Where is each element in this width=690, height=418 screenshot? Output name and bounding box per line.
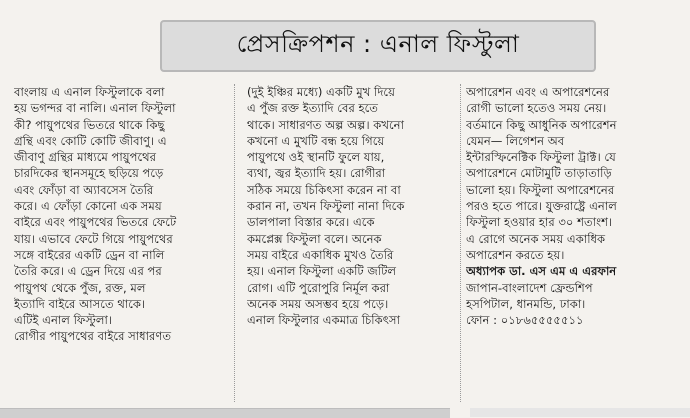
article-text-line: এ রোগে অনেক সময় একাধিক (466, 231, 606, 246)
article-text-line: ইন্টারস্ফিনেক্টিক ফিস্টুলা ট্রাক্ট। যে (466, 150, 616, 165)
article-text-line: এটিই এনাল ফিস্টুলা। (14, 313, 113, 328)
article-text-line: থাকে। সাধারণত অল্প অল্প। কখনো (247, 117, 404, 132)
column-divider (234, 84, 235, 402)
article-text-line: রোগী ভালো হতেও সময় নেয়। (466, 101, 607, 116)
article-text-line: হয়। এনাল ফিস্টুলা একটি জটিল (247, 264, 397, 279)
article-text-line: ভালো হয়। ফিস্টুলা অপারেশনের (466, 182, 615, 197)
article-text-line: পায়ুপথ থেকে পুঁজ, রক্ত, মল (14, 280, 146, 295)
article-text-line: গ্রন্থি এবং কোটি কোটি জীবাণু। এ (14, 133, 167, 148)
article-column-1 (14, 84, 226, 406)
article-text-line: বাইরে এবং পায়ুপথের ভিতরে ফেটে (14, 215, 177, 230)
article-text-line: কখনো এ মুখটি বন্ধ হয়ে গিয়ে (247, 133, 385, 148)
author-phone: ফোন : ০১৮৬৫৫৫৫৫১১ (466, 313, 584, 328)
article-text-line: এনাল ফিস্টুলার একমাত্র চিকিৎসা (247, 313, 400, 328)
article-column-3-body (466, 84, 680, 263)
headline-box (160, 20, 596, 72)
article-text-line: যেমন— লিগেশন অব (466, 133, 565, 148)
article-text-line: ইত্যাদি বাইরে আসতে থাকে। (14, 296, 146, 311)
article-text-line: হয় ভগন্দর বা নালি। এনাল ফিস্টুলা (14, 101, 176, 116)
author-hospital-line-2: হসপিটাল, ধানমন্ডি, ঢাকা। (466, 296, 586, 311)
article-text-line: অপারেশন এবং এ অপারেশনের (466, 85, 610, 99)
column-divider (460, 84, 461, 402)
article-text-line: ব্যথা, জ্বর ইত্যাদি হয়। রোগীরা (247, 166, 386, 181)
cropped-previous-text-strip (0, 0, 690, 10)
article-text-line: (দুই ইঞ্চির মধ্যে) একটি মুখ দিয়ে (247, 85, 395, 99)
article-text-line: বাংলায় এ এনাল ফিস্টুলাকে বলা (14, 85, 165, 99)
article-text-line: কী? পায়ুপথের ভিতরে থাকে কিছু (14, 117, 165, 132)
article-text-line: কমপ্লেক্স ফিস্টুলা বলে। অনেক (247, 231, 382, 246)
article-text-line: তৈরি করে। এ ড্রেন দিয়ে এর পর (14, 264, 162, 279)
article-column-3 (466, 84, 680, 406)
article-text-line: ডালপালা বিস্তার করে। একে (247, 215, 375, 230)
article-text-line: ফিস্টুলা হওয়ার হার ৩০ শতাংশ। (466, 215, 613, 230)
article-text-line: করান না, তখন ফিস্টুলা নানা দিকে (247, 199, 405, 214)
article-text-line: করে। এ ফোঁড়া কোনো এক সময় (14, 199, 162, 214)
article-text-line: যায়। এভাবে ফেটে গিয়ে পায়ুপথের (14, 231, 173, 246)
author-name: অধ্যাপক ডা. এস এম এ এরফান (466, 264, 617, 279)
article-text-line: অপারেশন করতে হয়। (466, 247, 565, 262)
article-text-line: পায়ুপথে ওই স্থানটি ফুলে যায়, (247, 150, 385, 165)
article-text-line: পরও হতে পারে। যুক্তরাষ্ট্রে এনাল (466, 199, 617, 214)
article-text-line: চারদিকের স্থানসমূহে ছড়িয়ে পড়ে (14, 166, 164, 181)
article-text-line: অনেক সময় অসম্ভব হয়ে পড়ে। (247, 296, 389, 311)
article-headline: প্রেসক্রিপশন : এনাল ফিস্টুলা (236, 30, 520, 58)
article-text-line: এবং ফোঁড়া বা অ্যাবসেস তৈরি (14, 182, 154, 197)
article-text-line: রোগ। এটি পুরোপুরি নির্মূল করা (247, 280, 390, 295)
next-article-header-strip (470, 408, 690, 417)
article-text-line: জীবাণু গ্রন্থির মাধ্যমে পায়ুপথের (14, 150, 157, 165)
article-text-line: রোগীর পায়ুপথের বাইরে সাধারণত (14, 329, 172, 344)
article-column-2 (247, 84, 457, 406)
article-text-line: বর্তমানে কিছু আধুনিক অপারেশন (466, 117, 617, 132)
article-text-line: এ পুঁজ রক্ত ইত্যাদি বের হতে (247, 101, 378, 116)
article-text-line: সময় বাইরে একাধিক মুখও তৈরি (247, 247, 394, 262)
author-hospital-line-1: জাপান-বাংলাদেশ ফ্রেন্ডশিপ (466, 280, 593, 295)
article-text-line: সঙ্গে বাইরের একটি ড্রেন বা নালি (14, 247, 165, 262)
article-text-line: অপারেশনে মোটামুটি তাড়াতাড়ি (466, 166, 612, 181)
article-text-line: সঠিক সময়ে চিকিৎসা করেন না বা (247, 182, 401, 197)
